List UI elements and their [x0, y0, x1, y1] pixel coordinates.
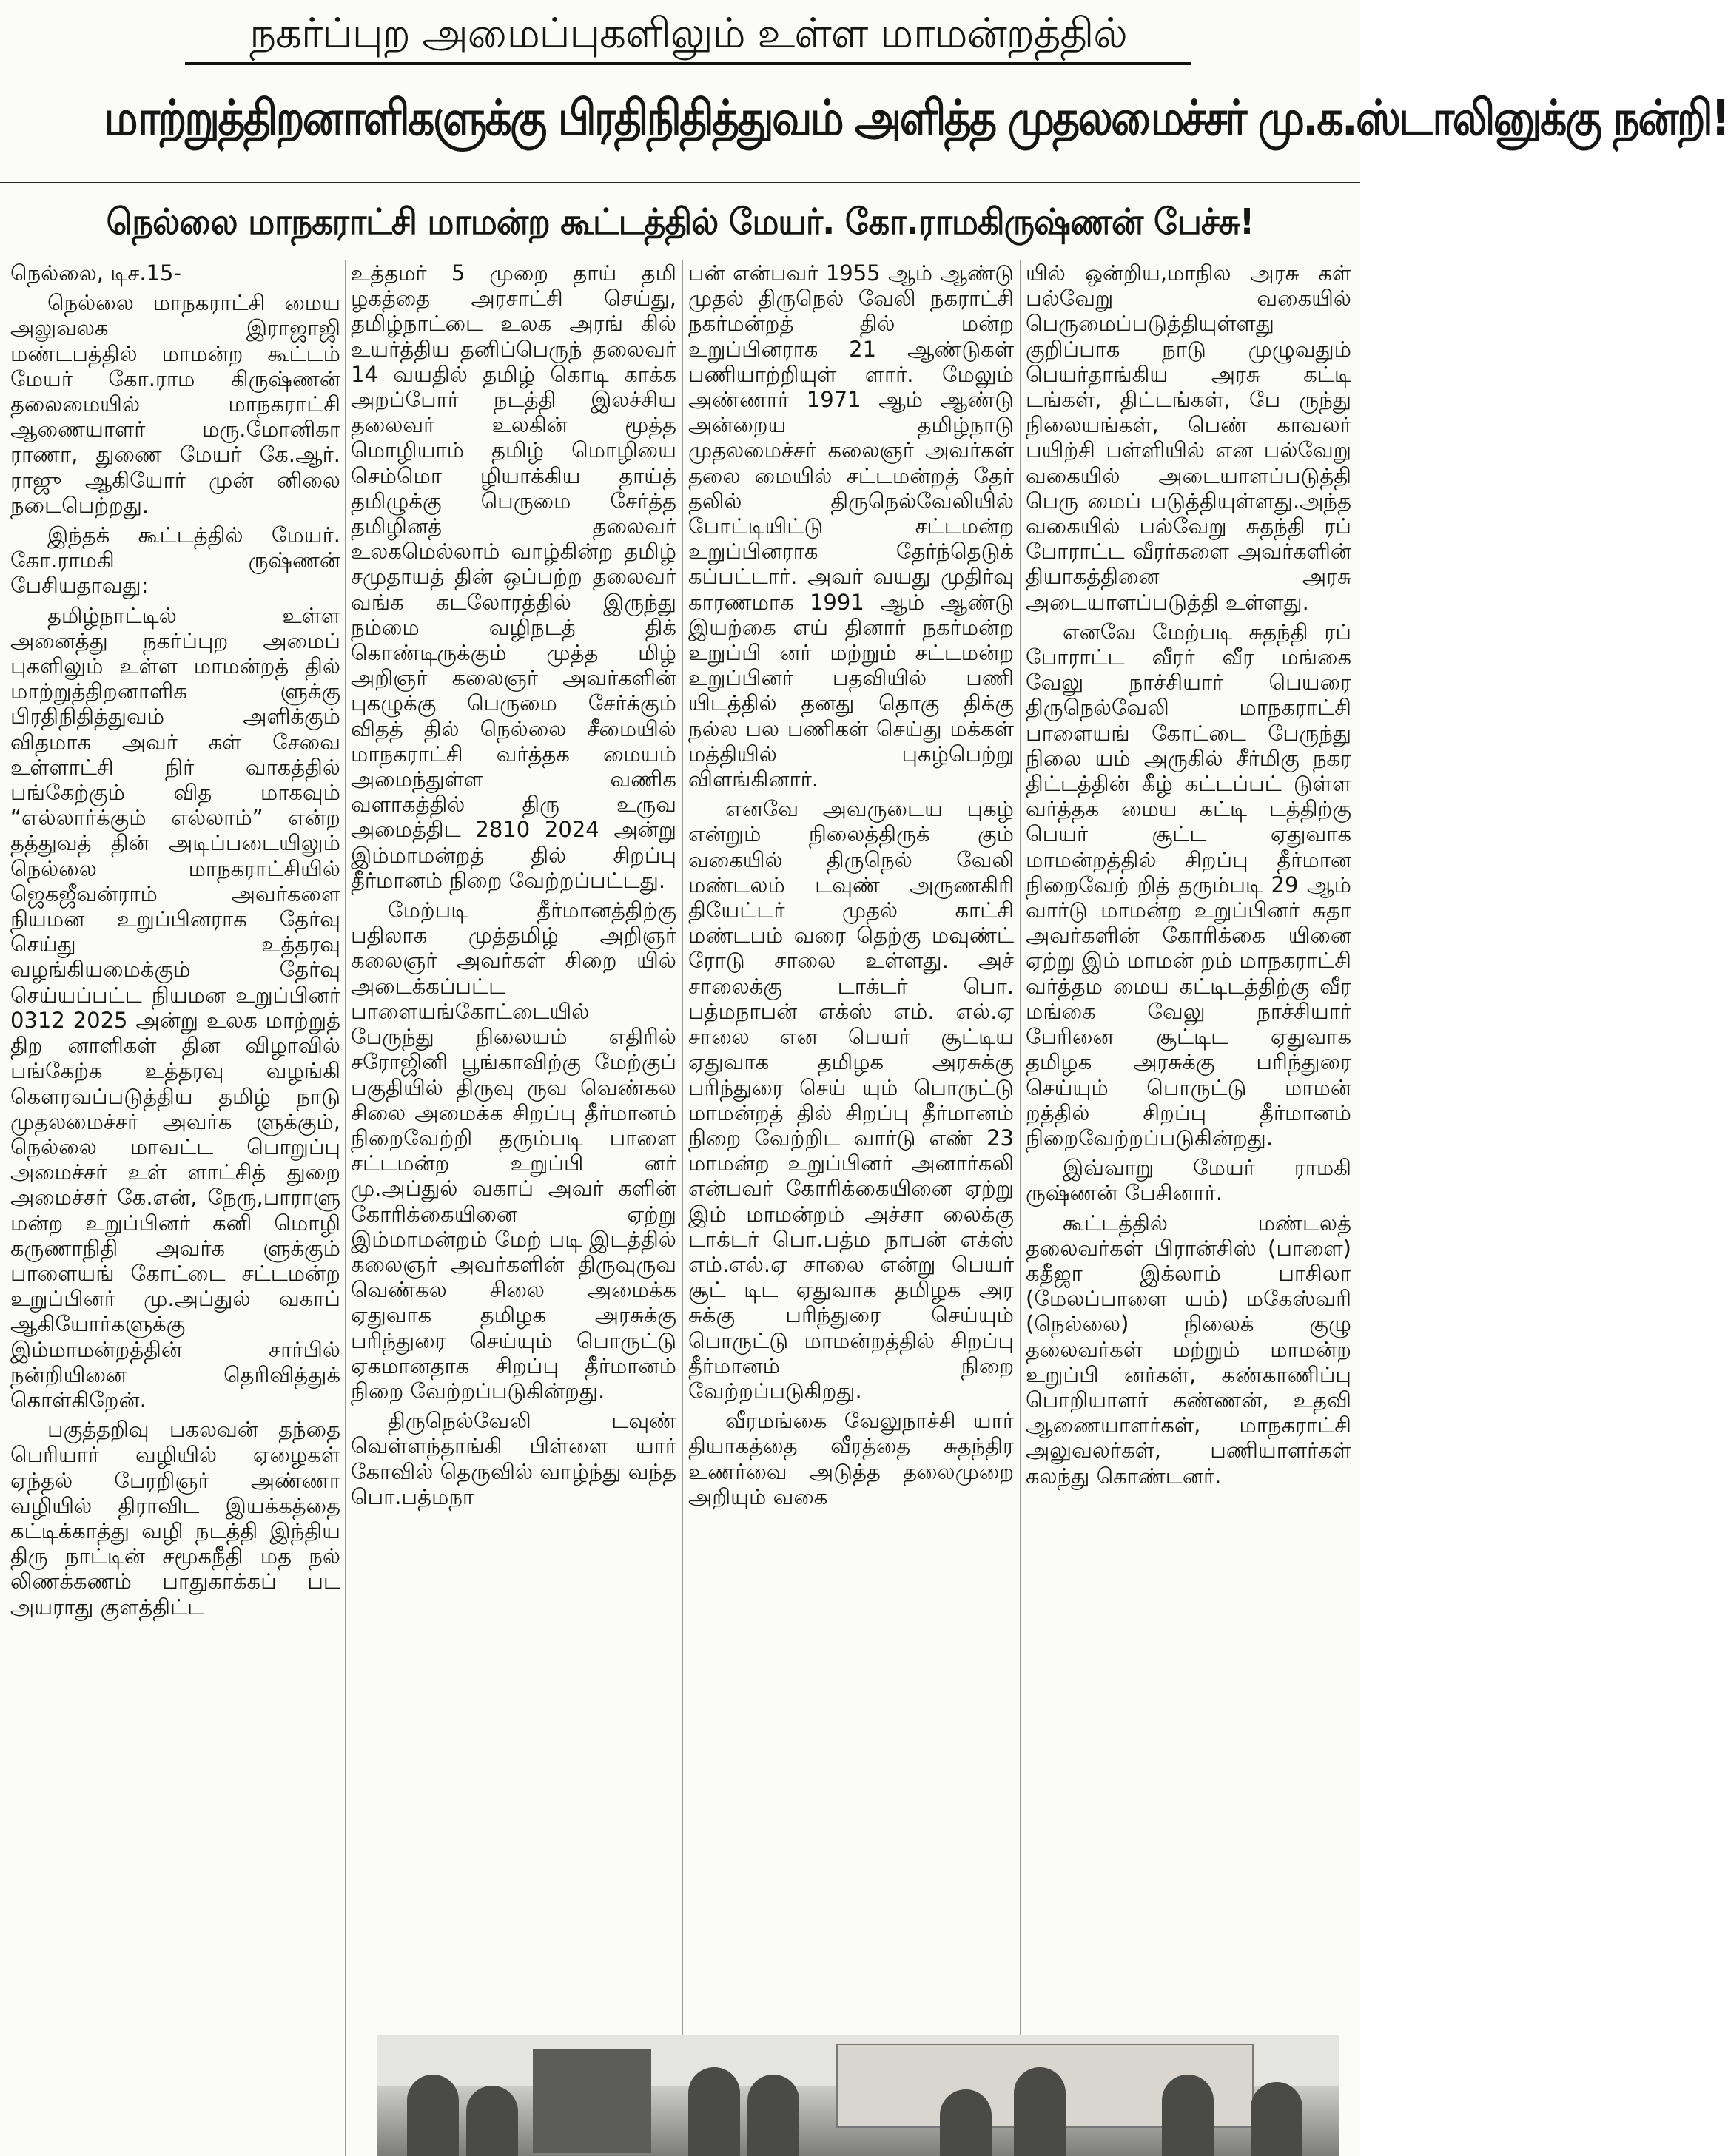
dateline: நெல்லை, டிச.15- — [10, 260, 181, 286]
paragraph: மேற்படி தீர்மானத்திற்கு பதிலாக முத்தமிழ் அறிஞர் கலைஞர் அவர்கள் சிறை யில் அடைக்கப்பட்ட பாளையங்கோட்டையில் பேருந்து நிலையம் எதிரில் சரோஜினி பூங்காவிற்கு மேற்குப் பகுதியில் திருவு ருவ வெண்கல சிலை அமைக்க சிறப்பு தீர்மானம் நிறைவேற்றி தரும்படி பாளை சட்டமன்ற உறுப்பி னர் மு.அப்துல் வகாப் அவர் களின் கோரிக்கையினை ஏற்று இம்மாமன்றம் மேற் படி இடத்தில் கலைஞர் அவர்களின் திருவுருவ வெண்கல சிலை அமைக்க ஏதுவாக தமிழக அரசுக்கு பரிந்துரை செய்யும் பொருட்டு ஏகமானதாக சிறப்பு தீர்மானம் நிறை வேற்றப்படுகின்றது. — [351, 897, 676, 1404]
photo-person — [688, 2067, 740, 2156]
paragraph: பகுத்தறிவு பகலவன் தந்தை பெரியார் வழியில் ஏழைகள் ஏந்தல் பேரறிஞர் அண்ணா வழியில் திராவிட இயக்கத்தை கட்டிக்காத்து வழி நடத்தி இந்திய திரு நாட்டின் சமூகநீதி மத நல் லிணக்கணம் பாதுகாக்கப் பட அயராது குளத்திட்ட — [10, 1417, 340, 1620]
column-divider — [1020, 260, 1021, 2156]
photo-person — [466, 2086, 518, 2156]
paragraph: தமிழ்நாட்டில் உள்ள அனைத்து நகர்ப்புற அமைப் புகளிலும் உள்ள மாமன்றத் தில் மாற்றுத்திறனாளிக ளுக்கு பிரதிநிதித்துவம் அளிக்கும் விதமாக அவர் கள் சேவை உள்ளாட்சி நிர் வாகத்தில் பங்கேற்கும் வித மாகவும் “எல்லார்க்கும் எல்லாம்” என்ற தத்துவத் தின் அடிப்படையிலும் நெல்லை மாநகராட்சியில் ஜெகஜீவன்ராம் அவர்களை நியமன உறுப்பினராக தேர்வு செய்து உத்தரவு வழங்கியமைக்கும் தேர்வு செய்யப்பட்ட நியமன உறுப்பினர் 0312 2025 அன்று உலக மாற்றுத் திற னாளிகள் தின விழாவில் பங்கேற்க உத்தரவு வழங்கி கௌரவப்படுத்திய தமிழ் நாடு முதலமைச்சர் அவர்க ளுக்கும், நெல்லை மாவட்ட பொறுப்பு அமைச்சர் உள் ளாட்சித் துறை அமைச்சர் கே.என், நேரு,பாராளு மன்ற உறுப்பினர் கனி மொழி கருணாநிதி அவர்க ளுக்கும் பாளையங் கோட்டை சட்டமன்ற உறுப்பினர் மு.அப்துல் வகாப் ஆகியோர்களுக்கு இம்மாமன்றத்தின் சார்பில் நன்றியினை தெரிவித்துக் கொள்கிறேன். — [10, 602, 340, 1412]
photo-person — [407, 2075, 459, 2156]
photo-person — [940, 2089, 992, 2156]
main-headline: மாற்றுத்திறனாளிகளுக்கு பிரதிநிதித்துவம் அளித்த முதலமைச்சர் மு.க.ஸ்டாலினுக்கு நன்றி! — [104, 90, 1728, 146]
column-divider — [682, 260, 683, 2156]
article-column-4 — [1026, 260, 1351, 2156]
column-divider — [345, 260, 346, 2156]
paragraph: எனவே மேற்படி சுதந்தி ரப் போராட்ட வீரர் வீர மங்கை வேலு நாச்சியார் பெயரை திருநெல்வேலி மாநகராட்சி பாளையங் கோட்டை பேருந்து நிலை யம் அருகில் சீர்மிகு நகர திட்டத்தின் கீழ் கட்டப்பட் டுள்ள வர்த்தக மைய கட்டி டத்திற்கு பெயர் சூட்ட ஏதுவாக மாமன்றத்தில் சிறப்பு தீர்மான நிறைவேற் றித் தரும்படி 29 ஆம் வார்டு மாமன்ற உறுப்பினர் சுதா அவர்களின் கோரிக்கை யினை ஏற்று இம் மாமன் றம் மாநகராட்சி வர்த்தம மைய கட்டிடத்திற்கு வீர மங்கை வேலு நாச்சியார் பேரினை சூட்டிட ஏதுவாக தமிழக அரசுக்கு பரிந்துரை செய்யும் பொருட்டு மாமன் றத்தில் சிறப்பு தீர்மானம் நிறைவேற்றப்படுகின்றது. — [1026, 619, 1351, 1151]
photo-person — [747, 2075, 799, 2156]
kicker-headline: நகர்ப்புற அமைப்புகளிலும் உள்ள மாமன்றத்தில் — [185, 6, 1191, 65]
paragraph: வீரமங்கை வேலுநாச்சி யார் தியாகத்தை வீரத்தை சுதந்திர உணர்வை அடுத்த தலைமுறை அறியும் வகை — [688, 1408, 1014, 1509]
paragraph: இந்தக் கூட்டத்தில் மேயர். கோ.ராமகி ருஷ்ணன் பேசியதாவது: — [10, 522, 340, 599]
paragraph: யில் ஒன்றிய,மாநில அரசு கள் பல்வேறு வகையில் பெருமைப்படுத்தியுள்ளது குறிப்பாக நாடு முழுவதும் பெயர்தாங்கிய அரசு கட்டி டங்கள், திட்டங்கள், பே ருந்து நிலையங்கள், பெண் காவலர் பயிற்சி பள்ளியில் என பல்வேறு வகையில் அடையாளப்படுத்தி பெரு மைப் படுத்தியுள்ளது.அந்த வகையில் பல்வேறு சுதந்தி ரப் போராட்ட வீரர்களை அவர்களின் தியாகத்தினை அரசு அடையாளப்படுத்தி உள்ளது. — [1026, 260, 1351, 615]
paragraph: கூட்டத்தில் மண்டலத் தலைவர்கள் பிரான்சிஸ் (பாளை) கதீஜா இக்லாம் பாசிலா (மேலப்பாளை யம்) மகேஸ்வரி (நெல்லை) நிலைக் குழு தலைவர்கள் மற்றும் மாமன்ற உறுப்பி னர்கள், கண்காணிப்பு பொறியாளர் கண்ணன், உதவி ஆணையாளர்கள், மாநகராட்சி அலுவலர்கள், பணியாளர்கள் கலந்து கொண்டனர். — [1026, 1210, 1351, 1489]
article-column-1 — [10, 260, 340, 2156]
article-column-3 — [688, 260, 1014, 2156]
paragraph: எனவே அவருடைய புகழ் என்றும் நிலைத்திருக் கும் வகையில் திருநெல் வேலி மண்டலம் டவுண் அருணகிரி தியேட்டர் முதல் காட்சி மண்டபம் வரை தெற்கு மவுண்ட் ரோடு சாலை உள்ளது. அச் சாலைக்கு டாக்டர் பொ. பத்மநாபன் எக்ஸ் எம். எல்.ஏ சாலை என பெயர் சூட்டிய ஏதுவாக தமிழக அரசுக்கு பரிந்துரை செய் யும் பொருட்டு மாமன்றத் தில் சிறப்பு தீர்மானம் நிறை வேற்றிட வார்டு எண் 23 மாமன்ற உறுப்பினர் அனார்கலி என்பவர் கோரிக்கையினை ஏற்று இம் மாமன்றம் அச்சா லைக்கு டாக்டர் பொ.பத்ம நாபன் எக்ஸ் எம்.எல்.ஏ சாலை என்று பெயர் சூட் டிட ஏதுவாக தமிழக அர சுக்கு பரிந்துரை செய்யும் பொருட்டு மாமன்றத்தில் சிறப்பு தீர்மானம் நிறை வேற்றப்படுகிறது. — [688, 796, 1014, 1404]
headline-rule — [0, 182, 1360, 183]
paragraph: திருநெல்வேலி டவுண் வெள்ளந்தாங்கி பிள்ளை யார் கோவில் தெருவில் வாழ்ந்து வந்த பொ.பத்மநா — [351, 1408, 676, 1509]
paragraph: பன் என்பவர் 1955 ஆம் ஆண்டு முதல் திருநெல் வேலி நகராட்சி நகர்மன்றத் தில் மன்ற உறுப்பினராக 21 ஆண்டுகள் பணியாற்றியுள் ளார். மேலும் அண்ணார் 1971 ஆம் ஆண்டு அன்றைய தமிழ்நாடு முதலமைச்சர் கலைஞர் அவர்கள் தலை மையில் சட்டமன்றத் தேர் தலில் திருநெல்வேலியில் போட்டியிட்டு சட்டமன்ற உறுப்பினராக தேர்ந்தெடுக் கப்பட்டார். அவர் வயது முதிர்வு காரணமாக 1991 ஆம் ஆண்டு இயற்கை எய் தினார் நகர்மன்ற உறுப்பி னர் மற்றும் சட்டமன்ற உறுப்பினர் பதவியில் பணி யிடத்தில் தனது தொகு திக்கு நல்ல பல பணிகள் செய்து மக்கள் மத்தியில் புகழ்பெற்று விளங்கினார். — [688, 260, 1014, 792]
article-column-2 — [351, 260, 676, 2156]
meeting-photo — [377, 2035, 1339, 2156]
article-body — [0, 260, 1360, 2156]
photo-person — [1014, 2067, 1066, 2156]
paragraph: நெல்லை மாநகராட்சி மைய அலுவலக இராஜாஜி மண்டபத்தில் மாமன்ற கூட்டம் மேயர் கோ.ராம கிருஷ்ணன் தலைமையில் மாநகராட்சி ஆணையாளர் மரு.மோனிகா ராணா, துணை மேயர் கே.ஆர். ராஜு ஆகியோர் முன் னிலை நடைபெற்றது. — [10, 290, 340, 518]
photo-person — [1251, 2082, 1302, 2156]
photo-person — [1162, 2075, 1214, 2156]
paragraph: இவ்வாறு மேயர் ராமகி ருஷ்ணன் பேசினார். — [1026, 1155, 1351, 1206]
sub-headline: நெல்லை மாநகராட்சி மாமன்ற கூட்டத்தில் மேயர். கோ.ராமகிருஷ்ணன் பேச்சு! — [106, 201, 1254, 243]
paragraph: உத்தமர் 5 முறை தாய் தமி ழகத்தை அரசாட்சி செய்து, தமிழ்நாட்டை உலக அரங் கில் உயர்த்திய தனிப்பெருந் தலைவர் 14 வயதில் தமிழ் கொடி காக்க அறப்போர் நடத்தி இலச்சிய தலைவர் உலகின் மூத்த மொழியாம் தமிழ் மொழியை செம்மொ ழியாக்கிய தாய்த் தமிழுக்கு பெருமை சேர்த்த தமிழினத் தலைவர் உலகமெல்லாம் வாழ்கின்ற தமிழ் சமுதாயத் தின் ஒப்பற்ற தலைவர் வங்க கடலோரத்தில் இருந்து நம்மை வழிநடத் திக் கொண்டிருக்கும் முத்த மிழ் அறிஞர் கலைஞர் அவர்களின் புகழுக்கு பெருமை சேர்க்கும் விதத் தில் நெல்லை சீமையில் மாநகராட்சி வர்த்தக மையம் அமைந்துள்ள வணிக வளாகத்தில் திரு உருவ அமைத்திட 2810 2024 அன்று இம்மாமன்றத் தில் சிறப்பு தீர்மானம் நிறை வேற்றப்பட்டது. — [351, 260, 676, 893]
photo-doorway — [533, 2049, 651, 2153]
